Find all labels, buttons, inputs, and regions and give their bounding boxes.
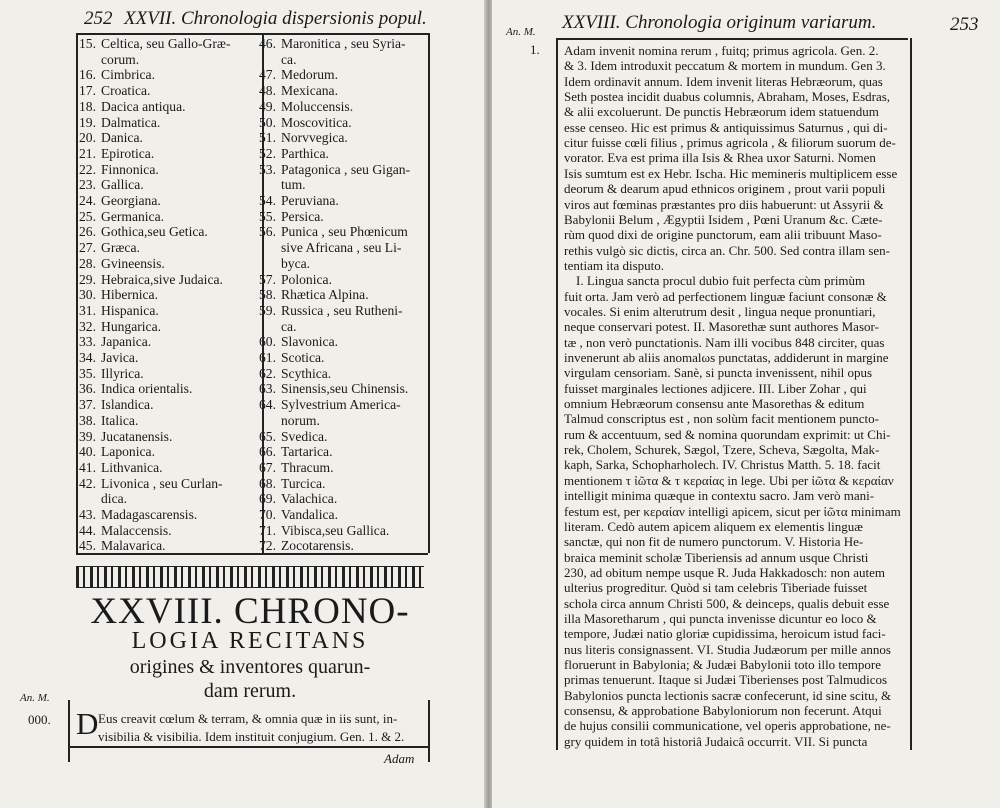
- body-text-line: gry quidem in totâ historiâ Judaicâ occurrit. VII. Si puncta: [564, 733, 868, 749]
- list-item-text: Malavarica.: [101, 538, 166, 554]
- list-item-number: 44.: [79, 522, 96, 538]
- list-item-text: dica.: [101, 491, 128, 507]
- list-item-number: 52.: [259, 145, 276, 161]
- list-item-text: Vibisca,seu Gallica.: [281, 522, 390, 538]
- list-item-number: 15.: [79, 36, 96, 51]
- body-text-line: Seth postea incidit duabus columnis, Abraham, Moses, Esdras,: [564, 89, 891, 105]
- list-item-text: Germanica.: [101, 208, 165, 224]
- list-item: [60, 67, 155, 83]
- list-item-text: Malaccensis.: [101, 522, 172, 538]
- list-item: [60, 476, 223, 492]
- list-item: [240, 334, 338, 350]
- list-item-number: 24.: [79, 193, 96, 208]
- body-text-line: vorator. Eva est prima illa Isis & Rhea uxor Saturni. Nomen: [564, 150, 876, 166]
- intro-right-border: [428, 700, 430, 762]
- section-title-line-2: LOGIA RECITANS: [131, 628, 369, 654]
- list-item-number: 39.: [79, 428, 96, 444]
- list-item-number: 31.: [79, 302, 96, 318]
- body-text-line: tæ , non verò punctationis. Nam illi vocibus 848 circiter, quas: [564, 334, 885, 350]
- body-text-line: literam. Cedò autem apicem aliquem ex elementis linguæ: [564, 518, 863, 534]
- list-item-text: Slavonica.: [281, 334, 339, 350]
- right-page: [492, 0, 1000, 808]
- list-item-number: 32.: [79, 318, 96, 334]
- body-text-line: vocales. Si enim alterutrum desit , lingua neque pronuntiari,: [564, 303, 876, 319]
- list-item: [240, 460, 333, 476]
- list-item: [60, 177, 144, 193]
- list-item-text: Sinensis,seu Chinensis.: [281, 381, 409, 397]
- list-item-number: 46.: [259, 36, 276, 51]
- left-margin-number: 000.: [28, 712, 51, 727]
- list-item: [240, 83, 338, 99]
- list-item-number: 60.: [259, 334, 276, 350]
- body-text-line: nus literis consignassent. VI. Studia Judæorum per mille annos: [564, 641, 891, 657]
- list-item-text: Peruviana.: [281, 193, 339, 208]
- list-item-number: 67.: [259, 459, 276, 475]
- right-margin-number: 1.: [530, 42, 540, 57]
- list-item-text: tum.: [281, 177, 306, 193]
- body-text-line: & 3. Idem introduxit peccatum & mortem in mundum. Gen 3.: [564, 58, 886, 74]
- list-item: [60, 523, 172, 539]
- list-item: [240, 224, 408, 240]
- body-text-line: I. Lingua sancta procul dubio fuit perfecta cùm primùm: [576, 273, 866, 289]
- list-item: [240, 366, 331, 382]
- list-item: [60, 209, 164, 225]
- list-item-number: 54.: [259, 193, 276, 208]
- list-item-text: Svedica.: [281, 428, 328, 444]
- list-item-number: 53.: [259, 161, 276, 177]
- list-item: [240, 538, 354, 554]
- body-text-line: 230, ad obitum nempe usque R. Juda Hakkadosch: non autem: [564, 564, 885, 580]
- right-header-rule: [558, 38, 908, 40]
- list-item-text: Tartarica.: [281, 444, 333, 460]
- list-item-number: 69.: [259, 491, 276, 507]
- list-item-text: Gallica.: [101, 177, 144, 193]
- list-item-text: Finnonica.: [101, 161, 159, 177]
- right-page-number: 253: [950, 14, 979, 35]
- list-item-number: 18.: [79, 98, 96, 114]
- list-item: [60, 334, 151, 350]
- list-item-number: 19.: [79, 114, 96, 130]
- list-item-text: Græca.: [101, 240, 140, 256]
- right-running-head: XXVIII. Chronologia originum variarum.: [562, 12, 877, 33]
- section-title-line-4: dam rerum.: [203, 680, 297, 702]
- list-item: [60, 444, 155, 460]
- list-item-number: 72.: [259, 538, 276, 554]
- list-item-number: 65.: [259, 428, 276, 444]
- list-item-number: 68.: [259, 475, 276, 491]
- list-item-text: Gvineensis.: [101, 255, 165, 271]
- list-item-text: Polonica.: [281, 271, 332, 287]
- list-item-text: ca.: [281, 51, 297, 67]
- list-item-text: ca.: [281, 318, 297, 334]
- body-text-line: braica meminit scholæ Tiberiensis ad annum usque Christi: [564, 549, 869, 565]
- ornamental-band: [76, 566, 424, 588]
- list-item: [240, 491, 337, 507]
- list-item-text: Rhætica Alpina.: [281, 287, 369, 303]
- body-text-line: rethis vulgò sic dictis, circa an. Chr. 500. Sed contra illam sen-: [564, 242, 891, 258]
- list-item-number: 45.: [79, 538, 96, 554]
- list-item-text: Dalmatica.: [101, 114, 161, 130]
- list-item-number: 35.: [79, 365, 96, 381]
- list-item-number: 33.: [79, 334, 96, 350]
- list-item-text: Valachica.: [281, 491, 338, 507]
- list-item-number: 56.: [259, 224, 276, 240]
- list-item-number: 59.: [259, 302, 276, 318]
- left-page: [0, 0, 486, 808]
- list-item-text: Hungarica.: [101, 318, 162, 334]
- list-item-number: 17.: [79, 83, 96, 99]
- list-item: [60, 413, 138, 429]
- list-item: [60, 146, 154, 162]
- body-text-line: Babylonii Belum , Ægyptii Isidem , Pœni Uranum &c. Cæte-: [564, 211, 883, 227]
- body-text-line: rek, Cholem, Schurek, Sægol, Tzere, Scheva, Sægolta, Mak-: [564, 442, 880, 458]
- list-item: [60, 397, 153, 413]
- list-item-number: 47.: [259, 67, 276, 83]
- list-item-text: Epirotica.: [101, 145, 155, 161]
- body-text-line: kaph, Sarka, Schopharholech. IV. Christus Matth. 5. 18. facit: [564, 457, 881, 473]
- list-item-text: Hispanica.: [101, 302, 159, 318]
- list-item-number: 37.: [79, 397, 96, 413]
- body-text-line: fuit orta. Jam verò ad perfectionem linguæ faciunt consonæ &: [564, 288, 887, 304]
- list-item: [240, 429, 327, 445]
- left-page-number: 252: [84, 8, 113, 29]
- list-item-number: 16.: [79, 67, 96, 83]
- list-item-number: 29.: [79, 271, 96, 287]
- list-item: [60, 83, 150, 99]
- body-text-line: sanctæ, qui non fit de numero punctorum. V. Historia He-: [564, 534, 864, 550]
- list-item-number: 58.: [259, 287, 276, 303]
- list-item: [60, 538, 166, 554]
- right-text-right-border: [910, 38, 912, 750]
- intro-line-1: Eus creavit cœlum & terram, & omnia quæ in iis sunt, in-: [98, 711, 398, 726]
- body-text-line: viros aut fœminas præstantes pro diis habuerunt: ut Assyrii &: [564, 196, 884, 212]
- body-text-line: rùm quod dixi de origine punctorum, eam alii tribuunt Maso-: [564, 227, 882, 243]
- intro-line-2: visibilia & visibilia. Idem instituit conjugium. Gen. 1. & 2.: [98, 729, 405, 744]
- list-item-text: Javica.: [101, 350, 139, 365]
- list-item-continuation: [240, 52, 296, 68]
- list-item-text: corum.: [101, 51, 140, 67]
- list-item: [60, 350, 138, 366]
- list-item-number: 61.: [259, 350, 276, 365]
- list-item-number: 66.: [259, 444, 276, 460]
- body-text-line: festum est, per κεραίαν intelligi apicem, sicut per ἰῶτα minimam: [564, 503, 901, 519]
- list-item: [240, 99, 353, 115]
- intro-bottom-rule: [68, 746, 430, 748]
- list-item-number: 27.: [79, 240, 96, 256]
- list-item: [60, 256, 165, 272]
- list-item-continuation: [240, 256, 310, 272]
- list-item-number: 40.: [79, 444, 96, 460]
- list-item: [60, 193, 161, 209]
- body-text-line: schola circa annum Christi 500, & deinceps, qualis debuit esse: [564, 595, 890, 611]
- body-text-line: Isis sumtum est ex Hebr. Ischa. Hic memineris multiplicem esse: [564, 165, 898, 181]
- body-text-line: de hujus consilii communicatione, vel operis approbatione, ne-: [564, 718, 891, 734]
- list-item: [60, 366, 144, 382]
- list-item-number: 70.: [259, 507, 276, 522]
- list-item-text: Livonica , seu Curlan-: [101, 475, 223, 491]
- intro-left-border: [68, 700, 70, 762]
- body-text-line: Idem ordinavit annum. Idem invenit literas Hebræorum, quas: [564, 73, 883, 89]
- list-item: [240, 67, 338, 83]
- list-item-text: Italica.: [101, 412, 139, 428]
- body-text-line: mentionem τ ἰῶτα & τ κεραίας in lege. Ubi per ἰῶτα & κεραίαν: [564, 472, 894, 488]
- list-item-text: Maronitica , seu Syria-: [281, 36, 406, 51]
- list-item: [60, 460, 163, 476]
- body-text-line: Talmud conscriptus est , non solùm facit mentionem puncto-: [564, 411, 880, 427]
- list-item: [60, 115, 160, 131]
- list-item: [60, 272, 223, 288]
- list-item: [60, 319, 161, 335]
- list-item-number: 22.: [79, 161, 96, 177]
- body-text-line: floruerunt in Babylonia; & Judæi Babylonii toto illo tempore: [564, 657, 882, 672]
- list-item: [240, 476, 325, 492]
- list-item-text: Scythica.: [281, 365, 332, 381]
- list-item-text: Vandalica.: [281, 507, 338, 522]
- list-item-number: 49.: [259, 98, 276, 114]
- body-text-line: virgulam censoriam. Sanè, si puncta invenissent, nihil opus: [564, 365, 873, 381]
- list-item: [240, 303, 403, 319]
- body-text-line: Babylonios puncta lectionis sacræ confecerunt, id sine scitu, &: [564, 687, 892, 703]
- list-item-number: 62.: [259, 365, 276, 381]
- list-item-text: Illyrica.: [101, 365, 144, 381]
- list-item-number: 26.: [79, 224, 96, 240]
- right-text-left-border: [556, 38, 558, 750]
- left-margin-label: An. M.: [20, 692, 50, 704]
- list-item-text: Persica.: [281, 208, 324, 224]
- list-item-text: Cimbrica.: [101, 67, 155, 83]
- list-item: [60, 507, 197, 523]
- list-item-text: Hebraica,sive Judaica.: [101, 271, 223, 287]
- list-item: [240, 130, 348, 146]
- list-item-text: norum.: [281, 412, 320, 428]
- list-item: [60, 224, 208, 240]
- body-text-line: neque conservari potest. II. Masorethæ sunt authores Masor-: [564, 319, 879, 335]
- list-item-number: 30.: [79, 287, 96, 303]
- list-item: [240, 507, 338, 523]
- list-item-continuation: [60, 52, 139, 68]
- list-item-text: Medorum.: [281, 67, 339, 83]
- list-item-number: 36.: [79, 381, 96, 397]
- list-item-text: Patagonica , seu Gigan-: [281, 161, 411, 177]
- body-text-line: rum & accentuum, sed & nomina quorundam exprimit: ut Chi-: [564, 426, 891, 442]
- right-column-border: [428, 33, 430, 553]
- list-item-text: Moluccensis.: [281, 98, 354, 114]
- list-item: [60, 381, 192, 397]
- list-item-text: Madagascarensis.: [101, 507, 198, 522]
- section-title-line-1: XXVIII. CHRONO-: [90, 591, 410, 632]
- list-item-text: Jucatanensis.: [101, 428, 173, 444]
- list-item-text: Gothica,seu Getica.: [101, 224, 208, 240]
- list-item-text: Hibernica.: [101, 287, 158, 303]
- list-item: [60, 162, 159, 178]
- list-item-number: 20.: [79, 130, 96, 146]
- list-item-text: Russica , seu Rutheni-: [281, 302, 403, 318]
- list-item: [240, 381, 408, 397]
- list-item-text: Thracum.: [281, 459, 334, 475]
- list-item-continuation: [240, 240, 401, 256]
- list-item-text: Punica , seu Phœnicum: [281, 224, 408, 240]
- list-item: [240, 146, 329, 162]
- list-item-text: Laponica.: [101, 444, 155, 460]
- list-item: [60, 240, 140, 256]
- list-item: [240, 209, 324, 225]
- list-item-number: 21.: [79, 145, 96, 161]
- list-item: [240, 36, 406, 52]
- list-item-number: 63.: [259, 381, 276, 397]
- list-item-text: Islandica.: [101, 397, 154, 413]
- list-item: [60, 303, 159, 319]
- list-item-text: Indica orientalis.: [101, 381, 193, 397]
- list-item-text: Danica.: [101, 130, 143, 146]
- list-item-continuation: [240, 413, 320, 429]
- list-item-number: 38.: [79, 412, 96, 428]
- list-item-text: Turcica.: [281, 475, 326, 491]
- body-text-line: ulterius progreditur. Quòd si tam celebris Tiberiade fuisset: [564, 580, 868, 596]
- body-text-line: omnium Hebræorum consensu ante Masorethas & editum: [564, 396, 865, 412]
- list-item-number: 64.: [259, 397, 276, 413]
- list-item: [240, 272, 332, 288]
- list-item-number: 71.: [259, 522, 276, 538]
- list-item-text: Georgiana.: [101, 193, 161, 208]
- list-item-text: Moscovitica.: [281, 114, 352, 130]
- list-item-continuation: [240, 319, 296, 335]
- body-text-line: consensu, & approbatione Babyloniorum non fecerunt. Atqui: [564, 703, 882, 719]
- list-item: [60, 36, 230, 52]
- list-item: [240, 350, 324, 366]
- list-item-continuation: [240, 177, 306, 193]
- list-item-text: Mexicana.: [281, 83, 338, 99]
- body-text-line: Adam invenit nomina rerum , fuitq; primus agricola. Gen. 2.: [564, 43, 879, 58]
- list-item: [240, 115, 352, 131]
- list-item-number: 43.: [79, 507, 96, 522]
- body-text-line: primas tenuerunt. Itaque si Judæi Tiberienses post Talmudicos: [564, 672, 888, 688]
- list-item-text: sive Africana , seu Li-: [281, 240, 402, 256]
- list-item-number: 23.: [79, 177, 96, 193]
- list-item-number: 51.: [259, 130, 276, 146]
- list-item-text: Scotica.: [281, 350, 325, 365]
- list-item: [60, 287, 158, 303]
- list-item-text: Croatica.: [101, 83, 151, 99]
- list-item: [240, 193, 339, 209]
- catchword: Adam: [384, 751, 415, 766]
- list-item-number: 57.: [259, 271, 276, 287]
- dropcap: D: [76, 706, 99, 741]
- body-text-line: tempore, Judæi natio gloriæ cupidissima, heroicum istud faci-: [564, 626, 886, 642]
- list-item: [240, 162, 410, 178]
- body-text-line: intelligit minima quæque in contextu sacro. Jam verò mani-: [564, 488, 875, 504]
- list-item-text: Parthica.: [281, 145, 329, 161]
- list-item-number: 55.: [259, 208, 276, 224]
- body-text-line: citur fuisse cœli filius , primus agricola , & filiorum suorum de-: [564, 135, 896, 151]
- list-item-number: 25.: [79, 208, 96, 224]
- list-item-number: 48.: [259, 83, 276, 99]
- body-text-line: illa Masoretharum , qui puncta invenisse dicuntur eo loco &: [564, 610, 877, 626]
- list-item-continuation: [60, 491, 127, 507]
- list-item-text: Dacica antiqua.: [101, 98, 186, 114]
- list-item: [240, 444, 333, 460]
- body-text-line: invenerunt ab aliis anomalωs punctatas, addiderunt in margine: [564, 350, 889, 365]
- list-item-number: 34.: [79, 350, 96, 365]
- list-item: [60, 429, 172, 445]
- right-margin-label: An. M.: [506, 26, 536, 38]
- body-text-line: tentiam ita disputo.: [564, 257, 665, 273]
- left-running-head: XXVII. Chronologia dispersionis popul.: [124, 8, 427, 29]
- list-item: [240, 397, 401, 413]
- list-item: [60, 130, 143, 146]
- header-rule: [76, 33, 428, 35]
- list-item-text: byca.: [281, 255, 311, 271]
- list-item-text: Norvvegica.: [281, 130, 348, 146]
- section-title-line-3: origines & inventores quarun-: [129, 656, 371, 678]
- list-item-text: Zocotarensis.: [281, 538, 354, 554]
- list-item-text: Sylvestrium America-: [281, 397, 401, 413]
- list-item-number: 28.: [79, 255, 96, 271]
- list-item: [240, 287, 369, 303]
- body-text-line: & alii excoluerunt. De punctis Hebræorum idem statuendum: [564, 104, 879, 120]
- list-item-text: Lithvanica.: [101, 459, 163, 475]
- list-item-number: 50.: [259, 114, 276, 130]
- list-item: [60, 99, 186, 115]
- list-item-text: Japanica.: [101, 334, 152, 350]
- body-text-line: esse censeo. Hic est primus & antiquissimus Saturnus , qui di-: [564, 119, 888, 135]
- list-item-number: 41.: [79, 459, 96, 475]
- list-item-number: 42.: [79, 475, 96, 491]
- list-item: [240, 523, 389, 539]
- body-text-line: deorum & dearum apud ethnicos originem , prout varii populi: [564, 181, 886, 197]
- body-text-line: fuisset marginales lectiones adjicere. III. Liber Zohar , qui: [564, 380, 867, 396]
- list-item-text: Celtica, seu Gallo-Græ-: [101, 36, 231, 51]
